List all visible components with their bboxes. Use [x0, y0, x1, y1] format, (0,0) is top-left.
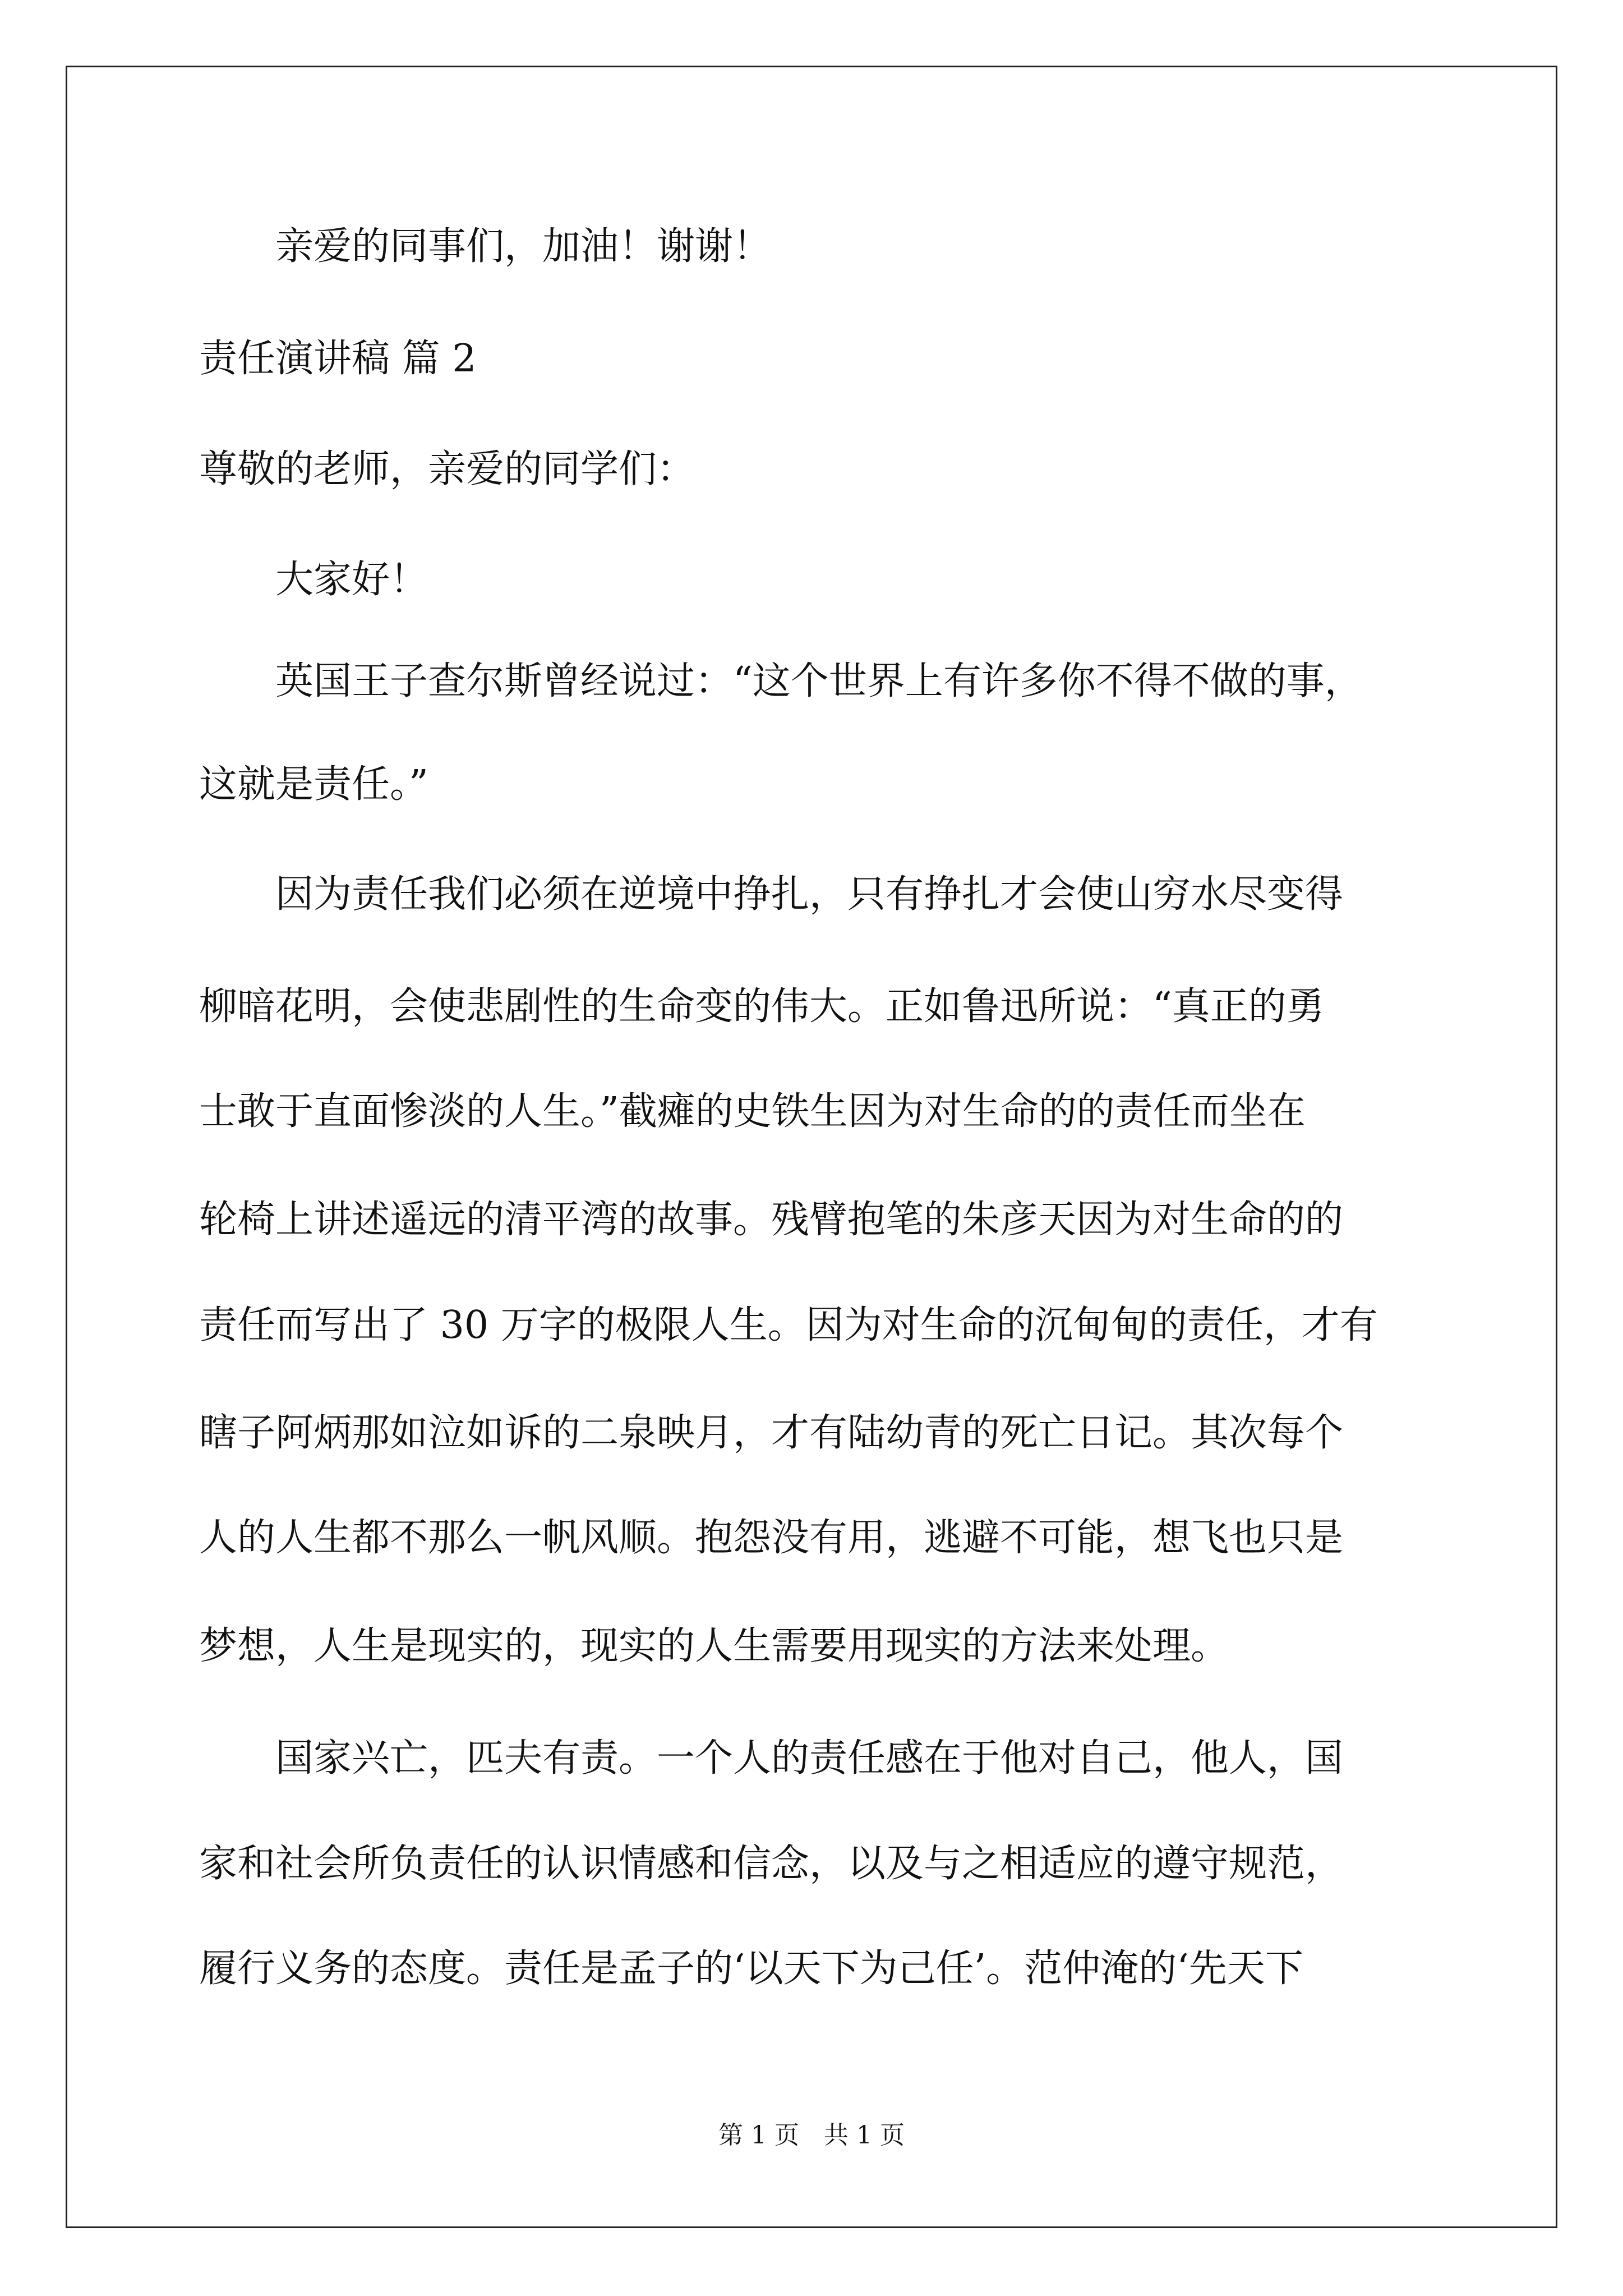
text-line-10: 轮椅上讲述遥远的清平湾的故事。残臂抱笔的朱彦天因为对生命的的 [199, 1198, 1344, 1242]
page-border [66, 66, 1557, 2228]
text-line-6: 这就是责任。” [199, 762, 428, 807]
text-line-15: 国家兴亡，匹夫有责。一个人的责任感在于他对自己，他人，国 [199, 1736, 1344, 1780]
section-heading: 责任演讲稿 篇 2 [199, 337, 477, 381]
text-line-16: 家和社会所负责任的认识情感和信念，以及与之相适应的遵守规范， [199, 1842, 1344, 1886]
text-line-8: 柳暗花明，会使悲剧性的生命变的伟大。正如鲁迅所说：“真正的勇 [199, 984, 1325, 1029]
text-line-17: 履行义务的态度。责任是孟子的‘以天下为己任’。范仲淹的‘先天下 [199, 1947, 1303, 1991]
text-line-1: 亲爱的同事们，加油！谢谢！ [199, 224, 772, 269]
text-line-12: 瞎子阿炳那如泣如诉的二泉映月，才有陆幼青的死亡日记。其次每个 [199, 1411, 1344, 1455]
text-line-5: 英国王子查尔斯曾经说过：“这个世界上有许多你不得不做的事， [199, 659, 1363, 703]
text-line-11: 责任而写出了 30 万字的极限人生。因为对生命的沉甸甸的责任，才有 [199, 1303, 1378, 1347]
text-line-9: 士敢于直面惨淡的人生。”截瘫的史铁生因为对生命的的责任而坐在 [199, 1089, 1306, 1134]
text-line-4: 大家好！ [199, 558, 428, 602]
text-line-14: 梦想，人生是现实的，现实的人生需要用现实的方法来处理。 [199, 1624, 1229, 1668]
text-line-13: 人的人生都不那么一帆风顺。抱怨没有用，逃避不可能，想飞也只是 [199, 1516, 1344, 1560]
text-line-7: 因为责任我们必须在逆境中挣扎，只有挣扎才会使山穷水尽变得 [199, 872, 1344, 917]
text-line-3: 尊敬的老师，亲爱的同学们： [199, 447, 695, 491]
page-footer: 第 1 页 共 1 页 [718, 2121, 905, 2150]
